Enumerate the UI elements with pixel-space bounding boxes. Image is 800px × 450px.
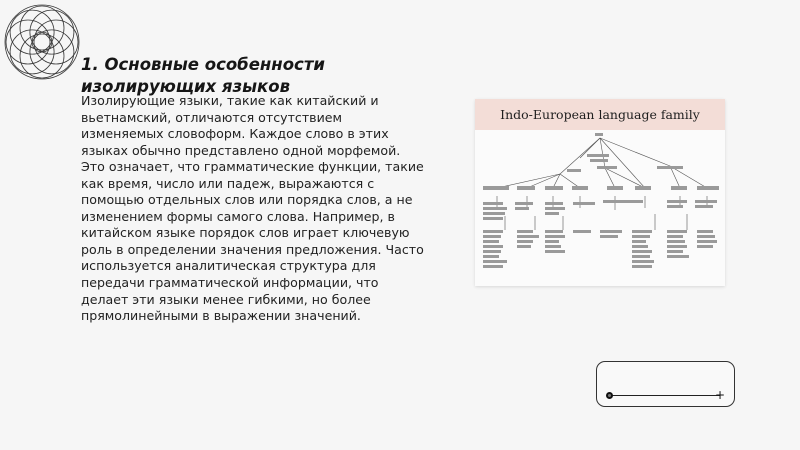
slide-title: 1. Основные особенности изолирующих языков (81, 55, 325, 96)
media-progress-control[interactable] (596, 361, 735, 407)
slide-body-text: Изолирующие языки, такие как китайский и вьетнамский, отличаются отсутствием изменяемых словоформ. Каждое слово в этих языках обычно представлено одной морфемой. Это означает, что грамматические функции, такие как время, число или падеж, выражаются с помощью отдельных слов или порядка слов, а не изменением формы самого слова. Например, в китайском языке порядок слов играет ключевую роль в определении значения предложения. Часто используется аналитическая структура для передачи грамматической информации, что делает эти языки менее гибкими, но более прямолинейными в выражении значений. (81, 93, 424, 324)
progress-track[interactable] (609, 395, 720, 396)
plus-icon[interactable]: + (714, 388, 726, 402)
rosette-logo-icon (2, 2, 82, 82)
language-family-figure (475, 99, 725, 286)
figure-header (475, 99, 725, 130)
language-tree-diagram (475, 130, 725, 286)
progress-handle[interactable] (606, 392, 613, 399)
figure-title: Indo-European language family (500, 107, 700, 122)
